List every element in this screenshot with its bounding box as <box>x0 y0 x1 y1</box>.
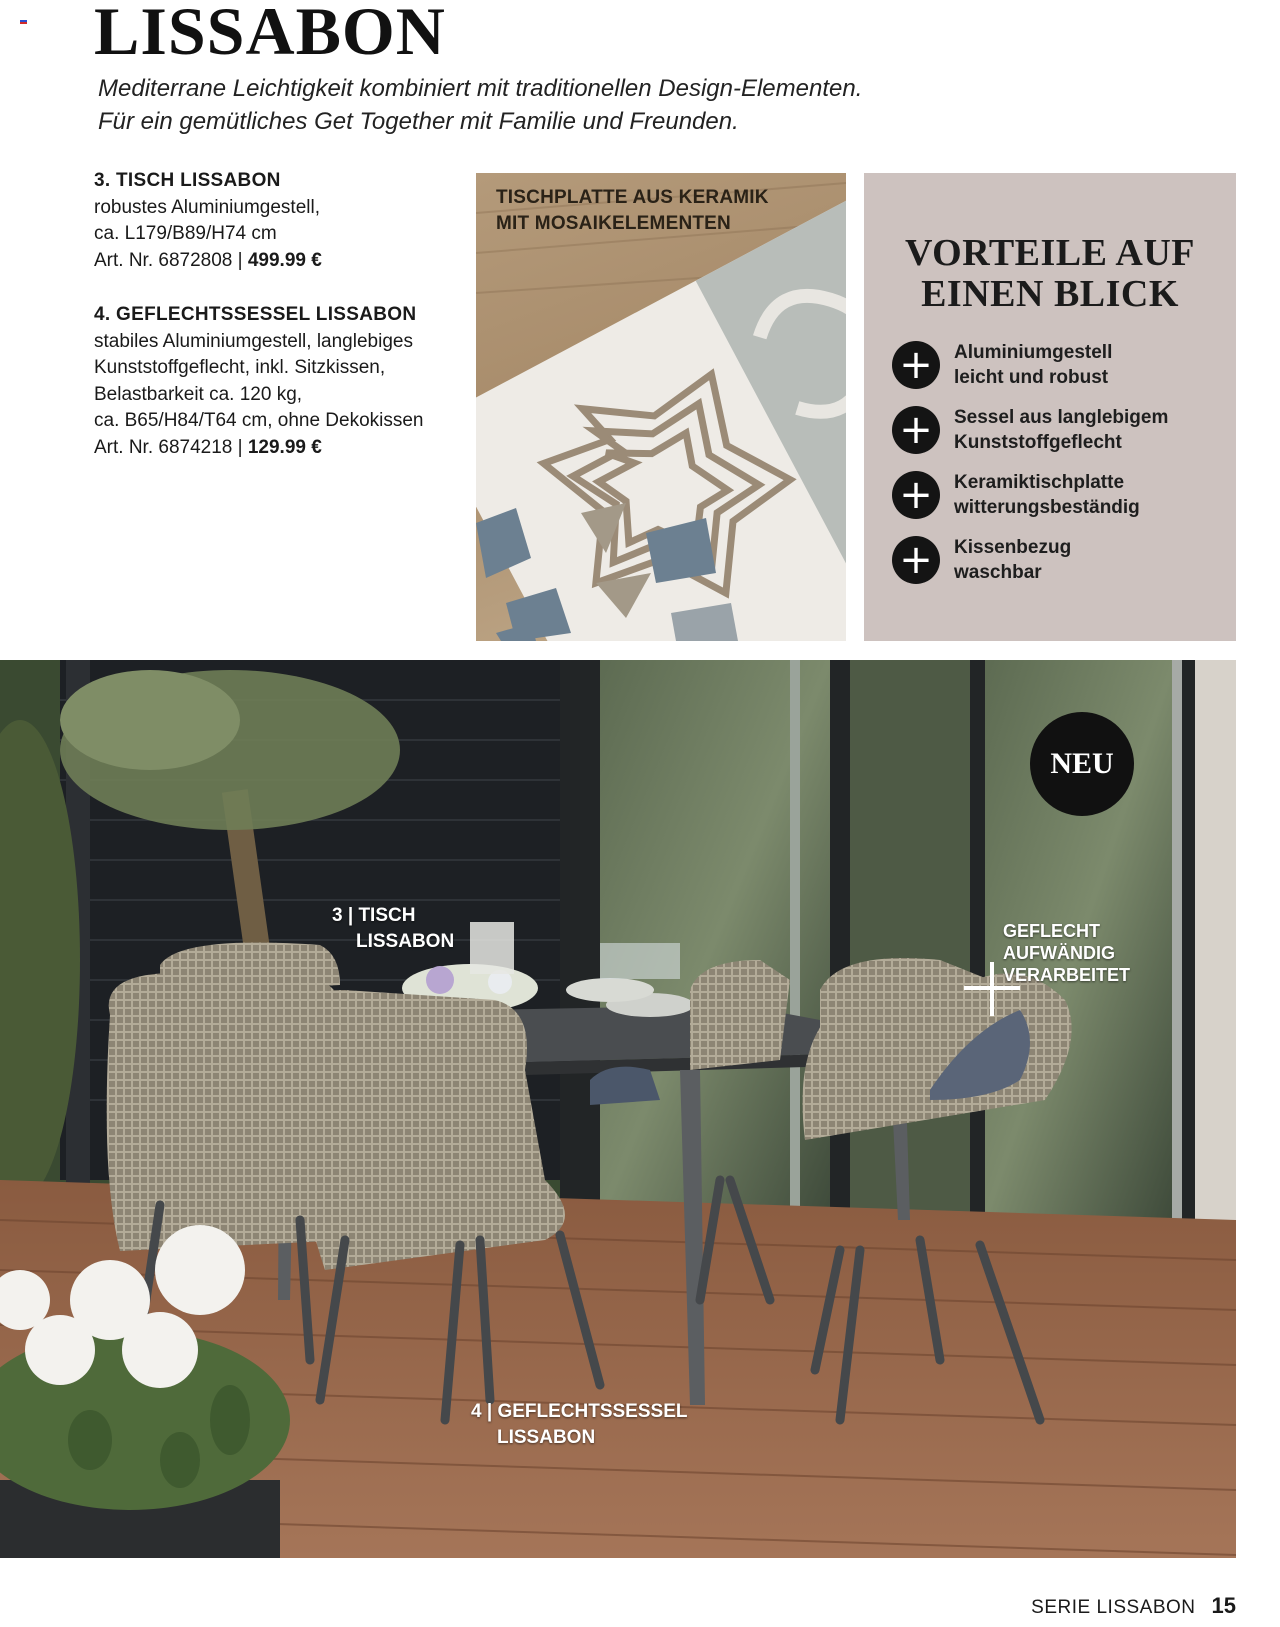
product-line: Kunststoffgeflecht, inkl. Sitzkissen, <box>94 357 386 378</box>
label-sessel <box>471 1399 687 1451</box>
advantage-line: Kissenbezug <box>954 537 1072 558</box>
product-line: Belastbarkeit ca. 120 kg, <box>94 383 303 405</box>
mosaic-image <box>476 173 846 641</box>
label-line: VERARBEITET <box>1003 965 1131 985</box>
advantage-line: waschbar <box>954 562 1042 583</box>
series-name: SERIE LISSABON <box>1031 1597 1196 1618</box>
advantages-title-line: VORTEILE AUF <box>904 232 1196 274</box>
page-footer <box>1031 1593 1236 1619</box>
page-title: LISSABON <box>94 0 446 69</box>
product-line: ca. B65/H84/T64 cm, ohne Dekokissen <box>94 410 424 431</box>
mosaic-tile-illustration <box>476 173 846 641</box>
label-line: LISSABON <box>497 1427 596 1448</box>
advantage-line: Kunststoffgeflecht <box>954 432 1122 453</box>
mosaic-caption-line: MIT MOSAIKELEMENTEN <box>496 213 731 234</box>
label-tisch <box>332 903 454 955</box>
advantage-text <box>954 340 1112 390</box>
subtitle <box>98 72 998 138</box>
label-line: LISSABON <box>356 931 455 952</box>
advantage-text <box>954 470 1140 520</box>
label-line: 4 | GEFLECHTSSESSEL <box>471 1401 688 1422</box>
advantage-item <box>892 534 1071 586</box>
advantages-box <box>864 173 1236 641</box>
price: 499.99 € <box>247 249 322 271</box>
plus-icon-stroke <box>990 962 994 1016</box>
mosaic-caption-line: TISCHPLATTE AUS KERAMIK <box>496 187 769 208</box>
flag-icon <box>20 20 27 24</box>
plus-icon: + <box>892 406 940 454</box>
price: 129.99 € <box>247 436 322 458</box>
advantages-title-line: EINEN BLICK <box>921 273 1179 315</box>
product-line: stabiles Aluminiumgestell, langlebiges <box>94 330 413 352</box>
advantage-line: Keramiktischplatte <box>954 472 1125 493</box>
advantage-item <box>892 404 1168 456</box>
page-number: 15 <box>1211 1593 1236 1618</box>
product-heading: 4. GEFLECHTSSESSEL LISSABON <box>94 304 417 325</box>
subtitle-line: Mediterrane Leichtigkeit kombiniert mit traditionellen Design-Elementen. <box>98 75 863 102</box>
advantage-line: witterungsbeständig <box>954 497 1140 518</box>
subtitle-line: Für ein gemütliches Get Together mit Familie und Freunden. <box>98 108 739 135</box>
label-line: AUFWÄNDIG <box>1003 943 1115 963</box>
new-badge: NEU <box>1030 712 1134 816</box>
advantages-title <box>864 233 1236 315</box>
art-nr: Art. Nr. 6872808 | <box>94 249 248 271</box>
label-geflecht <box>1003 920 1130 986</box>
art-nr: Art. Nr. 6874218 | <box>94 436 248 458</box>
product-art-nr <box>94 248 474 275</box>
product-line: ca. L179/B89/H74 cm <box>94 223 277 244</box>
advantage-line: leicht und robust <box>954 367 1109 388</box>
advantage-item <box>892 339 1112 391</box>
advantage-text <box>954 405 1168 455</box>
advantage-line: Sessel aus langlebigem <box>954 407 1169 428</box>
plus-icon: + <box>892 341 940 389</box>
label-line: 3 | TISCH <box>332 905 416 926</box>
mosaic-caption <box>496 185 769 237</box>
product-line: robustes Aluminiumgestell, <box>94 196 320 218</box>
product-art-nr <box>94 435 474 462</box>
plus-icon: + <box>892 471 940 519</box>
advantage-item <box>892 469 1140 521</box>
label-line: GEFLECHT <box>1003 921 1100 941</box>
product-tisch <box>94 168 474 274</box>
advantage-line: Aluminiumgestell <box>954 342 1113 363</box>
product-heading: 3. TISCH LISSABON <box>94 170 281 191</box>
product-sessel <box>94 302 474 461</box>
plus-icon: + <box>892 536 940 584</box>
advantage-text <box>954 535 1071 585</box>
